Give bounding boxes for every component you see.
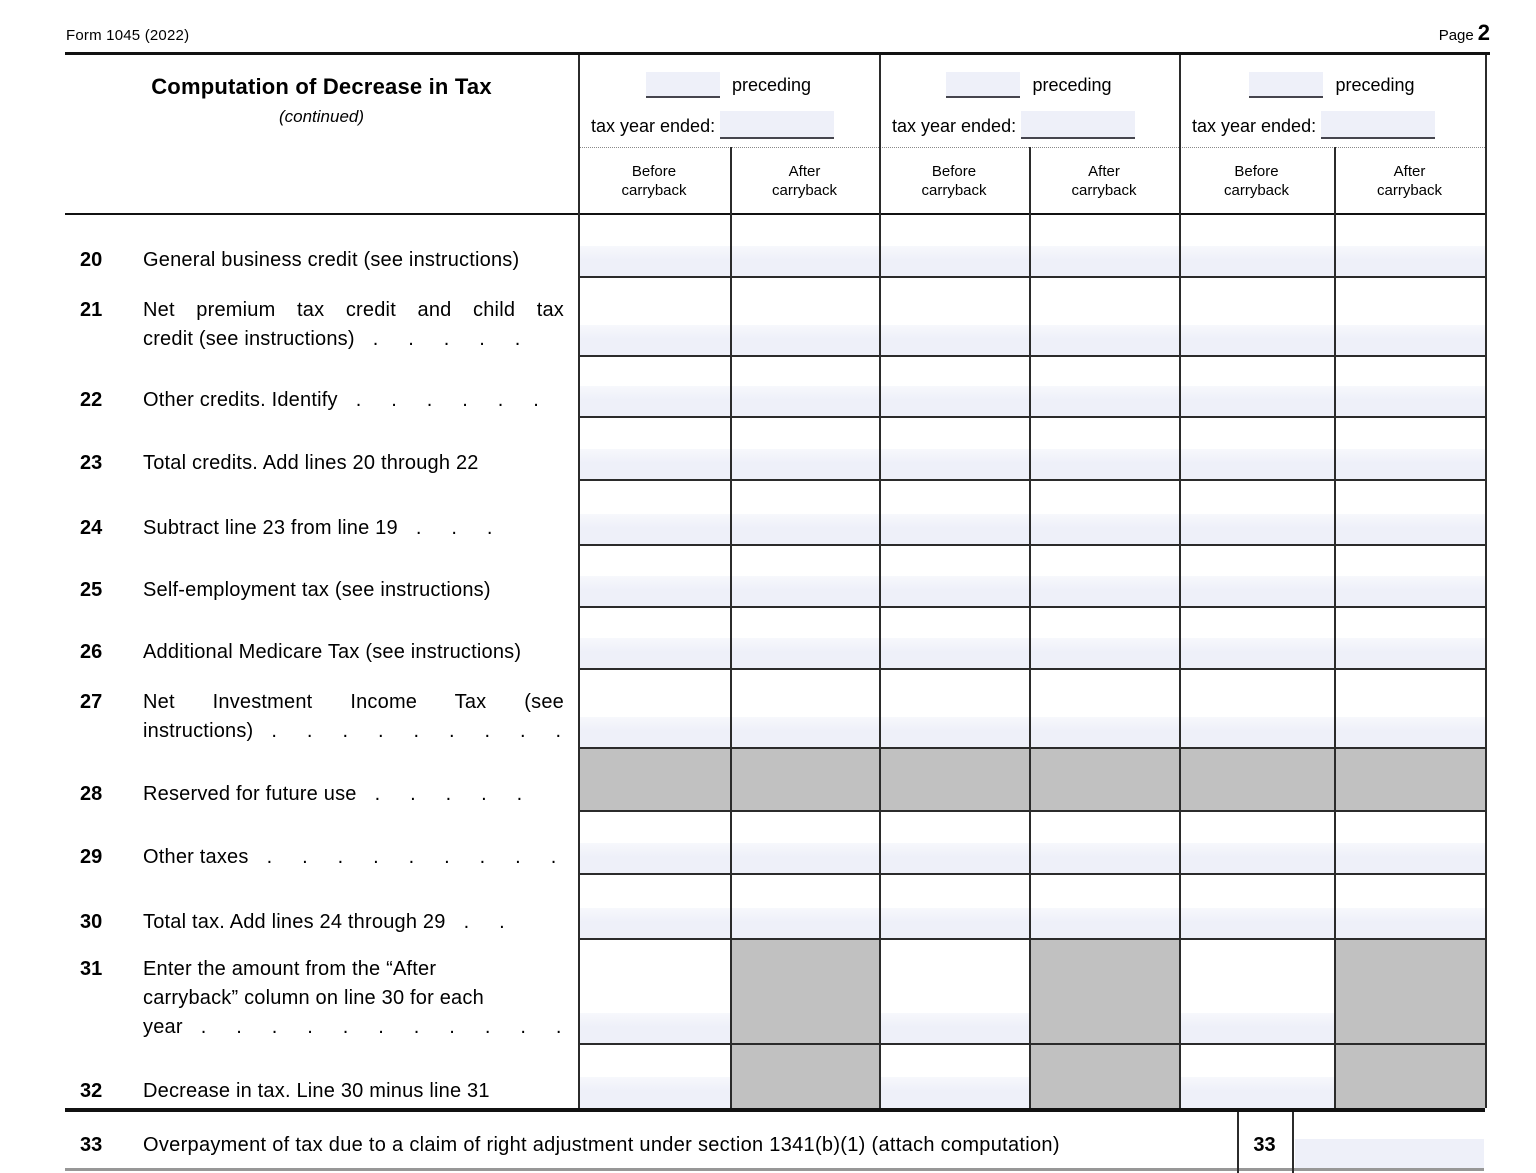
cell-line23-before-input[interactable] xyxy=(1179,449,1334,480)
label-segment: Decrease in tax. Line 30 minus line 31 xyxy=(143,1080,490,1102)
cell-line20-before-input[interactable] xyxy=(578,246,730,277)
year-group-header-3 xyxy=(1179,55,1485,147)
dot-leader: . . . . . . xyxy=(355,389,540,411)
dot-leader: . . . . . xyxy=(372,328,521,350)
cell-line21-before-input[interactable] xyxy=(879,325,1029,356)
cell-line22-before-input[interactable] xyxy=(1179,386,1334,417)
cell-line24-before-input[interactable] xyxy=(1179,514,1334,545)
subheader-before-carryback-2 xyxy=(879,149,1029,213)
cell-line29-before-input[interactable] xyxy=(1179,843,1334,874)
line-text xyxy=(143,514,564,543)
section-subtitle: (continued) xyxy=(278,107,365,126)
cell-line25-after-input[interactable] xyxy=(1029,576,1179,607)
cell-line26-before-input[interactable] xyxy=(578,638,730,669)
line-number: 24 xyxy=(80,517,103,539)
cell-line27-before-input[interactable] xyxy=(578,717,730,748)
cell-line28-after-reserved xyxy=(1029,748,1179,811)
line-number: 25 xyxy=(80,579,103,601)
label-segment: year xyxy=(143,1016,183,1038)
line-text-row xyxy=(143,984,564,1013)
subheader-after-carryback-1 xyxy=(730,149,879,213)
label-segment: Net premium tax credit and child tax xyxy=(143,299,564,321)
cell-line27-before-input[interactable] xyxy=(879,717,1029,748)
label-segment: Other credits. Identify xyxy=(143,389,338,411)
line33-number: 33 xyxy=(80,1134,103,1156)
column-line xyxy=(578,55,580,1108)
subheader-word: After xyxy=(1088,163,1120,180)
line33-box-number: 33 xyxy=(1253,1134,1276,1156)
label-segment: Net Investment Income Tax (see xyxy=(143,691,564,713)
label-segment: Enter the amount from the “After xyxy=(143,958,437,980)
row-label-line32 xyxy=(80,1044,564,1108)
line-number: 30 xyxy=(80,911,103,933)
line-text-row xyxy=(143,325,564,354)
row-divider xyxy=(578,276,1485,278)
line-number: 20 xyxy=(80,249,103,271)
row-divider xyxy=(578,747,1485,749)
preceding-years-input-1[interactable] xyxy=(646,72,720,98)
line-number: 23 xyxy=(80,452,103,474)
line-text-row xyxy=(143,717,564,746)
cell-line31-before-input[interactable] xyxy=(879,1013,1029,1044)
line-text-row xyxy=(143,386,564,415)
row-divider xyxy=(578,1043,1485,1045)
cell-line27-after-input[interactable] xyxy=(730,717,879,748)
page-number: 2 xyxy=(1477,20,1490,45)
cell-line27-before-input[interactable] xyxy=(1179,717,1334,748)
column-line xyxy=(1029,147,1031,1108)
line-text-row xyxy=(143,514,564,543)
cell-line20-before-input[interactable] xyxy=(1179,246,1334,277)
cell-line29-before-input[interactable] xyxy=(578,843,730,874)
row-label-line26 xyxy=(80,607,564,669)
line-text xyxy=(143,386,564,415)
cell-line21-after-input[interactable] xyxy=(1334,325,1485,356)
subheader-word: Before xyxy=(1234,163,1279,180)
row-label-line25 xyxy=(80,545,564,607)
row-label-line23 xyxy=(80,417,564,480)
column-line xyxy=(1179,55,1181,1108)
line-text xyxy=(143,246,564,275)
page-bottom-edge xyxy=(65,1168,1484,1171)
cell-line21-before-input[interactable] xyxy=(578,325,730,356)
subheader-word: carryback xyxy=(771,182,838,199)
cell-line28-after-reserved xyxy=(730,748,879,811)
form-identifier: Form 1045 (2022) xyxy=(66,27,190,44)
cell-line30-before-input[interactable] xyxy=(879,908,1029,939)
subheader-word: After xyxy=(788,163,821,180)
cell-line20-after-input[interactable] xyxy=(730,246,879,277)
cell-line26-after-input[interactable] xyxy=(1029,638,1179,669)
subheader-word: After xyxy=(1393,163,1426,180)
label-segment: Subtract line 23 from line 19 xyxy=(143,517,398,539)
dot-leader: . . xyxy=(463,911,505,933)
line-text xyxy=(143,449,564,478)
cell-line31-after-reserved xyxy=(1334,939,1485,1044)
line-number: 27 xyxy=(80,691,103,713)
column-line xyxy=(730,147,732,1108)
line-number: 31 xyxy=(80,958,103,980)
header-grid-divider xyxy=(65,213,1485,215)
line-text xyxy=(143,1077,564,1106)
cell-line29-after-input[interactable] xyxy=(1029,843,1179,874)
line-text xyxy=(143,688,564,746)
cell-line23-after-input[interactable] xyxy=(1334,449,1485,480)
cell-line30-before-input[interactable] xyxy=(578,908,730,939)
cell-line26-before-input[interactable] xyxy=(1179,638,1334,669)
cell-line24-after-input[interactable] xyxy=(1334,514,1485,545)
line-text xyxy=(143,843,564,872)
preceding-label: preceding xyxy=(1335,75,1415,95)
cell-line30-after-input[interactable] xyxy=(1029,908,1179,939)
cell-line31-before-input[interactable] xyxy=(1179,1013,1334,1044)
line-text xyxy=(143,576,564,605)
cell-line32-before-input[interactable] xyxy=(1179,1077,1334,1108)
label-segment: Total tax. Add lines 24 through 29 xyxy=(143,911,446,933)
column-line xyxy=(1334,147,1336,1108)
subheader-word: Before xyxy=(631,163,677,180)
label-segment: Reserved for future use xyxy=(143,783,357,805)
line-text xyxy=(143,780,564,809)
cell-line24-before-input[interactable] xyxy=(578,514,730,545)
tax-year-ended-input-1[interactable] xyxy=(720,111,834,139)
row-divider xyxy=(578,938,1485,940)
label-segment: General business credit (see instructions) xyxy=(143,249,520,271)
tax-year-ended-label: tax year ended: xyxy=(1192,116,1317,136)
line33-label: Overpayment of tax due to a claim of right adjustment under section 1341(b)(1) (attach computation) xyxy=(143,1134,1060,1156)
line-number: 22 xyxy=(80,389,103,411)
line-text xyxy=(143,908,564,937)
line-number: 26 xyxy=(80,641,103,663)
subheader-word: carryback xyxy=(1071,182,1137,199)
subheader-after-carryback-2 xyxy=(1029,149,1179,213)
preceding-years-input-3[interactable] xyxy=(1249,72,1323,98)
line-text-row xyxy=(143,576,564,605)
cell-line24-after-input[interactable] xyxy=(730,514,879,545)
label-segment: Self-employment tax (see instructions) xyxy=(143,579,491,601)
subheader-word: carryback xyxy=(1223,182,1290,199)
cell-line25-after-input[interactable] xyxy=(1334,576,1485,607)
line-text-row xyxy=(143,246,564,275)
line-text-row xyxy=(143,638,564,667)
row-divider xyxy=(578,416,1485,418)
subheader-word: Before xyxy=(931,163,977,180)
cell-line21-after-input[interactable] xyxy=(730,325,879,356)
line-text-row xyxy=(143,843,564,872)
row-label-line20 xyxy=(80,215,564,277)
cell-line25-before-input[interactable] xyxy=(1179,576,1334,607)
line-text-row xyxy=(143,908,564,937)
cell-line24-after-input[interactable] xyxy=(1029,514,1179,545)
cell-line20-after-input[interactable] xyxy=(1029,246,1179,277)
bottom-thick-rule xyxy=(65,1108,1485,1112)
cell-line32-after-reserved xyxy=(1029,1044,1179,1108)
line-number: 28 xyxy=(80,783,103,805)
row-divider xyxy=(578,355,1485,357)
header-subrow-divider xyxy=(578,147,1485,148)
cell-line25-before-input[interactable] xyxy=(578,576,730,607)
line-text-row xyxy=(143,1013,564,1042)
cell-line28-before-reserved xyxy=(1179,748,1334,811)
cell-line28-after-reserved xyxy=(1334,748,1485,811)
subheader-word: carryback xyxy=(921,182,987,199)
line-number: 32 xyxy=(80,1080,103,1102)
top-rule xyxy=(65,52,1490,55)
row-label-line30 xyxy=(80,874,564,939)
cell-line26-before-input[interactable] xyxy=(879,638,1029,669)
row-divider xyxy=(578,606,1485,608)
cell-line26-after-input[interactable] xyxy=(730,638,879,669)
column-line xyxy=(1485,55,1487,1108)
line-text xyxy=(143,955,564,1042)
cell-line31-after-reserved xyxy=(1029,939,1179,1044)
cell-line20-after-input[interactable] xyxy=(1334,246,1485,277)
year-group-header-2 xyxy=(879,55,1179,147)
row-divider xyxy=(578,873,1485,875)
line-text-row xyxy=(143,296,564,325)
cell-line22-before-input[interactable] xyxy=(879,386,1029,417)
label-segment: instructions) xyxy=(143,720,254,742)
section-title: Computation of Decrease in Tax xyxy=(151,74,492,99)
cell-line30-after-input[interactable] xyxy=(730,908,879,939)
tax-year-ended-input-2[interactable] xyxy=(1021,111,1135,139)
preceding-label: preceding xyxy=(1032,75,1112,95)
line-text-row xyxy=(143,955,564,984)
dot-leader: . . . . . . . . . xyxy=(266,846,557,868)
line-text xyxy=(143,296,564,354)
line-text-row xyxy=(143,780,564,809)
cell-line22-before-input[interactable] xyxy=(578,386,730,417)
line-text-row xyxy=(143,449,564,478)
subheader-before-carryback-3 xyxy=(1179,149,1334,213)
dot-leader: . . . . . . . . . xyxy=(271,720,562,742)
row-label-line31 xyxy=(80,939,564,1044)
label-segment: Total credits. Add lines 20 through 22 xyxy=(143,452,479,474)
row-label-line21 xyxy=(80,277,564,356)
cell-line32-before-input[interactable] xyxy=(578,1077,730,1108)
cell-line30-before-input[interactable] xyxy=(1179,908,1334,939)
line-text-row xyxy=(143,1077,564,1106)
cell-line23-before-input[interactable] xyxy=(879,449,1029,480)
year-group-header-1 xyxy=(578,55,879,147)
tax-year-ended-input-3[interactable] xyxy=(1321,111,1435,139)
cell-line27-after-input[interactable] xyxy=(1334,717,1485,748)
cell-line23-after-input[interactable] xyxy=(1029,449,1179,480)
cell-line23-before-input[interactable] xyxy=(578,449,730,480)
cell-line25-before-input[interactable] xyxy=(879,576,1029,607)
cell-line31-before-input[interactable] xyxy=(578,1013,730,1044)
label-segment: Additional Medicare Tax (see instructions) xyxy=(143,641,522,663)
line-number: 21 xyxy=(80,299,103,321)
cell-line27-after-input[interactable] xyxy=(1029,717,1179,748)
subheader-word: carryback xyxy=(1376,182,1443,199)
dot-leader: . . . xyxy=(415,517,493,539)
cell-line26-after-input[interactable] xyxy=(1334,638,1485,669)
label-segment: credit (see instructions) xyxy=(143,328,355,350)
cell-line25-after-input[interactable] xyxy=(730,576,879,607)
line33-box-right-edge xyxy=(1292,1112,1294,1173)
row-divider xyxy=(578,668,1485,670)
subheader-after-carryback-3 xyxy=(1334,149,1485,213)
cell-line32-before-input[interactable] xyxy=(879,1077,1029,1108)
row-divider xyxy=(578,479,1485,481)
preceding-label: preceding xyxy=(731,75,812,95)
dot-leader: . . . . . . . . . . . xyxy=(200,1016,562,1038)
dot-leader: . . . . . xyxy=(374,783,523,805)
cell-line23-after-input[interactable] xyxy=(730,449,879,480)
line-text xyxy=(143,638,564,667)
cell-line21-after-input[interactable] xyxy=(1029,325,1179,356)
cell-line22-after-input[interactable] xyxy=(1029,386,1179,417)
cell-line31-after-reserved xyxy=(730,939,879,1044)
row-label-line27 xyxy=(80,669,564,748)
cell-line22-after-input[interactable] xyxy=(730,386,879,417)
column-line xyxy=(879,55,881,1108)
row-label-line29 xyxy=(80,811,564,874)
line-number: 29 xyxy=(80,846,103,868)
tax-year-ended-label: tax year ended: xyxy=(892,116,1017,136)
cell-line29-before-input[interactable] xyxy=(879,843,1029,874)
cell-line29-after-input[interactable] xyxy=(1334,843,1485,874)
page-word: Page xyxy=(1438,27,1474,44)
tax-year-ended-label: tax year ended: xyxy=(591,116,716,136)
row-label-line28 xyxy=(80,748,564,811)
line-text-row xyxy=(143,688,564,717)
subheader-word: carryback xyxy=(621,182,687,199)
row-divider xyxy=(578,810,1485,812)
label-segment: Other taxes xyxy=(143,846,249,868)
subheader-before-carryback-1 xyxy=(578,149,730,213)
row-divider xyxy=(578,544,1485,546)
row-label-line24 xyxy=(80,480,564,545)
cell-line24-before-input[interactable] xyxy=(879,514,1029,545)
cell-line32-after-reserved xyxy=(1334,1044,1485,1108)
cell-line29-after-input[interactable] xyxy=(730,843,879,874)
label-segment: carryback” column on line 30 for each xyxy=(143,987,484,1009)
cell-line28-before-reserved xyxy=(879,748,1029,811)
preceding-years-input-2[interactable] xyxy=(946,72,1020,98)
row-label-line22 xyxy=(80,356,564,417)
cell-line22-after-input[interactable] xyxy=(1334,386,1485,417)
line33-amount-input[interactable] xyxy=(1295,1139,1484,1168)
cell-line28-before-reserved xyxy=(578,748,730,811)
cell-line20-before-input[interactable] xyxy=(879,246,1029,277)
cell-line32-after-reserved xyxy=(730,1044,879,1108)
cell-line30-after-input[interactable] xyxy=(1334,908,1485,939)
cell-line21-before-input[interactable] xyxy=(1179,325,1334,356)
line33-box-left-edge xyxy=(1237,1112,1239,1173)
